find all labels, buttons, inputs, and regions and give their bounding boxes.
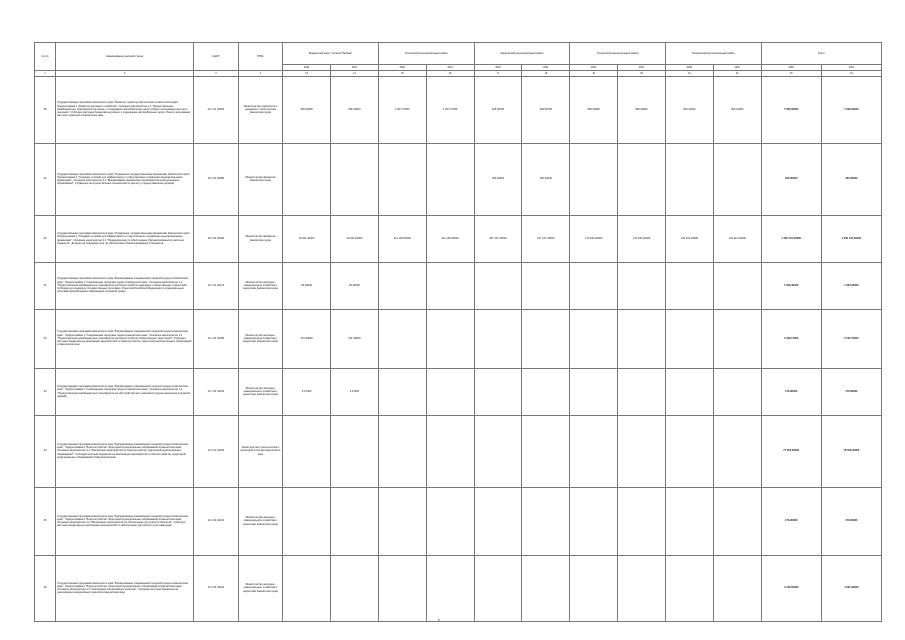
value-cell: 211 192,00000 [426,215,474,262]
value-cell [665,143,713,215]
value-cell [665,309,713,368]
value-cell [331,415,379,487]
total-2020-cell: 4 790,71000 [761,309,821,368]
value-cell [426,415,474,487]
table-row [35,415,882,487]
header-name: Наименование целевой статьи [56,43,194,71]
year-cell: 2021 [331,65,379,71]
value-cell: 65,46000 [283,262,331,309]
value-cell [474,415,522,487]
value-cell: 450,00000 [474,143,522,215]
kcsr-code-cell: 14 1 02 40180 [194,309,239,368]
value-cell: 170 632,20000 [618,215,666,262]
value-cell [618,368,666,415]
value-cell [713,262,761,309]
value-cell [665,415,713,487]
grbs-cell: Министерство жилищно-коммунального хозяйства и энергетики Камчатского края [238,368,283,415]
total-2021-cell: 450,00000 [821,143,881,215]
value-cell [378,262,426,309]
grbs-cell: Министерство финансов Камчатского края [238,143,283,215]
value-cell [665,262,713,309]
year-cell: 2020 [378,65,426,71]
value-cell: 606,22000 [713,76,761,143]
value-cell [570,487,618,555]
grbs-cell: Министерство жилищно-коммунального хозяйства и энергетики Камчатского края [238,487,283,555]
target-item-name-cell: Государственная программа Камчатского края "Развитие транспортной системы в Камчатском крае", Подпрограмма 1 "Развитие дорожного хозяйства", Основное мероприятие 1.1 "Предоставление межбюджетных трансфертов на ремонт и содержание автомобильных дорог общего пользования местного значения", Субсидии местным бюджетам на ремонт и содержание автомобильных дорог общего пользования местного значения в Камчатском крае [56,76,194,143]
total-2020-cell: 176,90000 [761,487,821,555]
table-row [35,143,882,215]
value-cell [474,309,522,368]
value-cell [283,487,331,555]
value-cell [713,309,761,368]
value-cell: 29 911,40000 [283,215,331,262]
table-row [35,309,882,368]
column-number: 21 [665,71,713,77]
row-number-cell: 35 [35,487,56,555]
grbs-cell: Министерство жилищно-коммунального хозяйства и энергетики Камчатского края [238,262,283,309]
value-cell [426,368,474,415]
column-number: 2 [56,71,194,77]
column-number: 13 [283,71,331,77]
value-cell: 356,23000 [283,76,331,143]
row-number-cell: 32 [35,309,56,368]
row-number-cell: 34 [35,415,56,487]
year-cell: 2020 [474,65,522,71]
page-number: 5 [438,618,440,622]
value-cell [713,487,761,555]
year-cell: 2020 [665,65,713,71]
column-number: 18 [522,71,570,77]
target-item-name-cell: Государственная программа Камчатского края "Управление государственными финансами Камчатского края", Подпрограмма 2 "Создание условий для эффективного и ответственного управления муниципальными финансами", Основное мероприятие 2.2 "Поддержка мер по обеспечению сбалансированности местных бюджетов", Дотации на поддержку мер по обеспечению сбалансированности бюджетов [56,215,194,262]
row-number-cell: 28 [35,76,56,143]
value-cell [713,555,761,621]
table-row [35,215,882,262]
target-item-name-cell: Государственная программа Камчатского края "Формирование современной городской среды в Камчатском крае", Подпрограмма 2 "Благоустройство территорий муниципальных образований в Камчатском крае", Основное мероприятие 2.3 "Реализация инициативных проектов", Субсидии местным бюджетам на реализацию инициативных проектов в Камчатском крае [56,555,194,621]
target-item-name-cell: Государственная программа Камчатского края "Формирование современной городской среды в Камчатском крае", Подпрограмма 2 "Благоустройство территорий муниципальных образований в Камчатском крае", Основное мероприятие 2.2 "Выполнение мероприятий по обеспечению доступности объектов", Субсидии местным бюджетам на выполнение мероприятий по обеспечению доступности для инвалидов [56,487,194,555]
value-cell [522,415,570,487]
header-group-palana: Бюджетный округ "поселок Палана" [283,43,379,65]
table-row [35,487,882,555]
total-2021-cell: 4 391,30000 [821,555,881,621]
total-2021-cell: 7 000,00000 [821,76,881,143]
value-cell: 197 127,40000 [474,215,522,262]
grbs-cell: Министерство транспорта и дорожного строительства Камчатского края [238,76,283,143]
header-group-karaginsky: Карагинский муниципальный район [474,43,570,65]
total-2020-cell: 4 132,50000 [761,555,821,621]
year-cell: 2021 [426,65,474,71]
value-cell [713,368,761,415]
value-cell [665,555,713,621]
value-cell: 134 412,20000 [665,215,713,262]
header-grbs: ГРБС [238,43,283,71]
header-group-olyutorsky: Олюторский муниципальный район [378,43,474,65]
value-cell [618,309,666,368]
value-cell: 1 007,37000 [378,76,426,143]
value-cell [570,415,618,487]
table-row [35,262,882,309]
value-cell [474,555,522,621]
value-cell [283,415,331,487]
year-cell: 2020 [570,65,618,71]
column-number: 15 [378,71,426,77]
value-cell [618,555,666,621]
value-cell [570,368,618,415]
value-cell [522,487,570,555]
kcsr-code-cell: 14 1 03 40190 [194,368,239,415]
value-cell [618,415,666,487]
value-cell [331,487,379,555]
value-cell [618,487,666,555]
year-cell: 2021 [522,65,570,71]
budget-table-sheet [34,42,882,627]
value-cell [331,143,379,215]
value-cell: 205,09700 [474,76,522,143]
kcsr-code-cell: 24 1 01 40060 [194,76,239,143]
value-cell [378,143,426,215]
value-cell: 5,47000 [331,368,379,415]
total-2020-cell: 77 000,00000 [761,415,821,487]
kcsr-code-cell: 14 2 02 40210 [194,487,239,555]
year-cell: 2020 [283,65,331,71]
value-cell [522,555,570,621]
value-cell [426,487,474,555]
total-2021-cell: 1 953,46400 [821,262,881,309]
total-2021-cell: 5 105,47000 [821,309,881,368]
value-cell [570,143,618,215]
total-2020-cell: 1 250 724,00000 [761,215,821,262]
value-cell: 5,47000 [283,368,331,415]
value-cell [665,368,713,415]
total-2020-cell: 1 953,46400 [761,262,821,309]
kcsr-code-cell: 15 2 01 40080 [194,143,239,215]
value-cell: 1 007,37000 [426,76,474,143]
value-cell [331,555,379,621]
value-cell [618,262,666,309]
total-2021-cell: 176,90000 [821,487,881,555]
header-code: КЦСР [194,43,239,71]
value-cell: 850,29000 [618,76,666,143]
value-cell [378,368,426,415]
value-cell: 356,23000 [331,76,379,143]
column-number: 14 [331,71,379,77]
grbs-cell: Министерство жилищно-коммунального хозяйства и энергетики Камчатского края [238,555,283,621]
value-cell [522,309,570,368]
column-number: 1 [35,71,56,77]
column-number: 16 [426,71,474,77]
total-2021-cell: 176,90000 [821,368,881,415]
value-cell [665,487,713,555]
value-cell [378,415,426,487]
row-number-cell: 31 [35,262,56,309]
total-2021-cell: 1 250 724,00000 [821,215,881,262]
value-cell: 850,29000 [570,76,618,143]
row-number-cell: 33 [35,368,56,415]
row-number-cell: 29 [35,143,56,215]
value-cell [618,143,666,215]
target-item-name-cell: Государственная программа Камчатского края "Формирование современной городской среды в Камчатском крае", Подпрограмма 1 "Современная городская среда в Камчатском крае", Основное мероприятие 1.2 "Предоставление межбюджетных трансфертов на благоустройство общественных территорий", Субсидии местным бюджетам на реализацию мероприятий по благоустройству территорий муниципальных образований в Камчатском крае [56,309,194,368]
column-number: 3 [194,71,239,77]
value-cell: 131,39000 [283,309,331,368]
table-row [35,76,882,143]
grbs-cell: Министерство строительства и жилищной политики Камчатского края [238,415,283,487]
total-2020-cell: 7 000,00000 [761,76,821,143]
target-item-name-cell: Государственная программа Камчатского края "Формирование современной городской среды в Камчатском крае", Подпрограмма 1 "Современная городская среда в Камчатском крае", Основное мероприятие 1.3 "Предоставление межбюджетных трансфертов на обустройство мест массового отдыха населения (городских парков)" [56,368,194,415]
value-cell: 606,22000 [665,76,713,143]
row-number-cell: 30 [35,215,56,262]
table-row [35,555,882,621]
value-cell [522,262,570,309]
year-cell: 2020 [761,65,821,71]
value-cell [713,143,761,215]
value-cell [426,143,474,215]
year-cell: 2021 [821,65,881,71]
total-2020-cell: 176,90000 [761,368,821,415]
value-cell [570,555,618,621]
header-no: № п/п [35,43,56,71]
value-cell [378,309,426,368]
value-cell [283,555,331,621]
kcsr-code-cell: 14 2 03 40220 [194,555,239,621]
value-cell [283,143,331,215]
value-cell [570,262,618,309]
value-cell [378,555,426,621]
header-group-total: Итого [761,43,881,65]
value-cell: 29 911,40000 [331,215,379,262]
grbs-cell: Министерство финансов Камчатского края [238,215,283,262]
value-cell [713,415,761,487]
value-cell [474,368,522,415]
column-number: 19 [570,71,618,77]
value-cell [522,368,570,415]
total-2020-cell: 450,00000 [761,143,821,215]
kcsr-code-cell: 15 2 02 40090 [194,215,239,262]
value-cell [474,262,522,309]
grbs-cell: Министерство жилищно-коммунального хозяйства и энергетики Камчатского края [238,309,283,368]
row-number-cell: 36 [35,555,56,621]
value-cell [426,309,474,368]
budget-table [34,42,882,622]
column-number: 4 [238,71,283,77]
value-cell: 131,39000 [331,309,379,368]
table-row [35,368,882,415]
value-cell [426,555,474,621]
value-cell: 170 632,20000 [570,215,618,262]
table-body [35,76,882,621]
value-cell: 205,09700 [522,76,570,143]
kcsr-code-cell: 14 1 01 40170 [194,262,239,309]
column-number: 23 [761,71,821,77]
column-number: 20 [618,71,666,77]
header-group-penzhinsky: Пенжинский муниципальный район [665,43,761,65]
target-item-name-cell: Государственная программа Камчатского края "Формирование современной городской среды в Камчатском крае", Подпрограмма 1 "Современная городская среда в Камчатском крае", Основное мероприятие 1.1 "Предоставление межбюджетных трансфертов на благоустройство дворовых и общественных территорий", Субсидии на поддержку государственных программ субъектов Российской Федерации и муниципальных программ формирования современной городской среды [56,262,194,309]
value-cell [474,487,522,555]
value-cell: 450,00000 [522,143,570,215]
target-item-name-cell: Государственная программа Камчатского края "Формирование современной городской среды в Камчатском крае", Подпрограмма 2 "Благоустройство территорий муниципальных образований в Камчатском крае", Основное мероприятие 2.1 "Реализация мероприятий по благоустройству территорий муниципальных образований", Субсидии местным бюджетам на реализацию мероприятий по благоустройству территорий муниципальных образований в Камчатском крае [56,415,194,487]
value-cell [378,487,426,555]
column-number: 22 [713,71,761,77]
header-row [35,43,882,65]
column-number: 17 [474,71,522,77]
value-cell [570,309,618,368]
value-cell [426,262,474,309]
kcsr-code-cell: 14 2 01 40200 [194,415,239,487]
year-cell: 2021 [618,65,666,71]
total-2021-cell: 78 000,00000 [821,415,881,487]
value-cell: 197 127,40000 [522,215,570,262]
value-cell: 65,46000 [331,262,379,309]
target-item-name-cell: Государственная программа Камчатского края "Управление государственными финансами Камчатского края", Подпрограмма 2 "Создание условий для эффективного и ответственного управления муниципальными финансами", Основное мероприятие 2.1 "Выравнивание финансовых возможностей муниципальных образований", Субвенции на осуществление полномочий по расчету и предоставлению дотаций [56,143,194,215]
year-cell: 2021 [713,65,761,71]
value-cell: 134 412,20000 [713,215,761,262]
column-number: 24 [821,71,881,77]
header-group-tigilsky: Тигильский муниципальный район [570,43,666,65]
value-cell: 211 192,00000 [378,215,426,262]
